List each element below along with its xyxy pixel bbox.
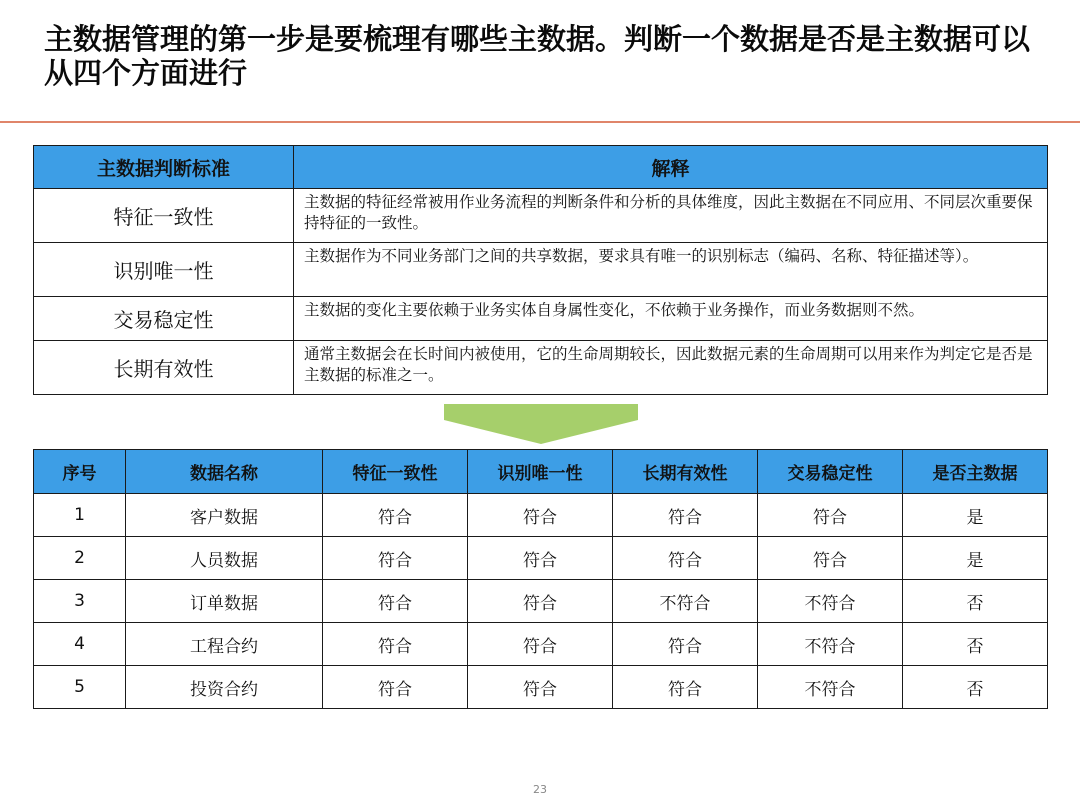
header-cell: 长期有效性 bbox=[613, 450, 758, 494]
table-cell: 是 bbox=[903, 494, 1048, 537]
table-row bbox=[34, 537, 1048, 580]
page-number: 23 bbox=[533, 783, 547, 796]
table-cell: 符合 bbox=[468, 666, 613, 709]
table-cell: 4 bbox=[34, 623, 126, 666]
table-cell: 符合 bbox=[613, 623, 758, 666]
table-cell: 2 bbox=[34, 537, 126, 580]
header-cell: 识别唯一性 bbox=[468, 450, 613, 494]
table-cell: 3 bbox=[34, 580, 126, 623]
title-divider bbox=[0, 121, 1080, 123]
table-cell: 1 bbox=[34, 494, 126, 537]
table-cell: 订单数据 bbox=[126, 580, 323, 623]
table-cell: 符合 bbox=[468, 494, 613, 537]
table-cell: 不符合 bbox=[758, 623, 903, 666]
criteria-table bbox=[33, 145, 1048, 395]
down-arrow-icon bbox=[444, 404, 638, 444]
table-cell: 符合 bbox=[323, 666, 468, 709]
table-row bbox=[34, 580, 1048, 623]
table-cell: 不符合 bbox=[613, 580, 758, 623]
header-cell: 特征一致性 bbox=[323, 450, 468, 494]
table-row bbox=[34, 341, 1048, 395]
result-table bbox=[33, 449, 1048, 709]
criteria-header-row bbox=[34, 146, 1048, 189]
explanation-cell: 主数据的变化主要依赖于业务实体自身属性变化，不依赖于业务操作，而业务数据则不然。 bbox=[294, 297, 1048, 341]
table-cell: 否 bbox=[903, 666, 1048, 709]
page-title: 主数据管理的第一步是要梳理有哪些主数据。判断一个数据是否是主数据可以从四个方面进行 bbox=[44, 22, 1031, 90]
criterion-cell: 交易稳定性 bbox=[34, 297, 294, 341]
table-row bbox=[34, 297, 1048, 341]
explanation-cell: 通常主数据会在长时间内被使用，它的生命周期较长，因此数据元素的生命周期可以用来作为判定它是否是主数据的标准之一。 bbox=[294, 341, 1048, 395]
table-cell: 符合 bbox=[323, 494, 468, 537]
table-row bbox=[34, 623, 1048, 666]
table-cell: 符合 bbox=[613, 666, 758, 709]
table-cell: 否 bbox=[903, 580, 1048, 623]
table-cell: 不符合 bbox=[758, 666, 903, 709]
table-cell: 符合 bbox=[758, 494, 903, 537]
table-cell: 符合 bbox=[323, 537, 468, 580]
explanation-cell: 主数据作为不同业务部门之间的共享数据，要求具有唯一的识别标志（编码、名称、特征描述等）。 bbox=[294, 243, 1048, 297]
table-row bbox=[34, 243, 1048, 297]
table-cell: 人员数据 bbox=[126, 537, 323, 580]
header-cell: 是否主数据 bbox=[903, 450, 1048, 494]
table-cell: 符合 bbox=[323, 580, 468, 623]
table-cell: 投资合约 bbox=[126, 666, 323, 709]
table-row bbox=[34, 666, 1048, 709]
table-cell: 符合 bbox=[613, 537, 758, 580]
criterion-cell: 长期有效性 bbox=[34, 341, 294, 395]
header-cell: 交易稳定性 bbox=[758, 450, 903, 494]
table-cell: 符合 bbox=[468, 580, 613, 623]
table-cell: 符合 bbox=[468, 537, 613, 580]
criteria-header-criterion: 主数据判断标准 bbox=[34, 146, 294, 189]
header-cell: 数据名称 bbox=[126, 450, 323, 494]
table-row bbox=[34, 494, 1048, 537]
criteria-header-explanation: 解释 bbox=[294, 146, 1048, 189]
criterion-cell: 特征一致性 bbox=[34, 189, 294, 243]
table-cell: 是 bbox=[903, 537, 1048, 580]
table-cell: 否 bbox=[903, 623, 1048, 666]
result-header-row bbox=[34, 450, 1048, 494]
table-cell: 符合 bbox=[613, 494, 758, 537]
table-cell: 符合 bbox=[468, 623, 613, 666]
down-arrow-shape bbox=[444, 404, 638, 444]
table-cell: 5 bbox=[34, 666, 126, 709]
table-cell: 工程合约 bbox=[126, 623, 323, 666]
table-cell: 符合 bbox=[758, 537, 903, 580]
explanation-cell: 主数据的特征经常被用作业务流程的判断条件和分析的具体维度，因此主数据在不同应用、不同层次重要保持特征的一致性。 bbox=[294, 189, 1048, 243]
header-cell: 序号 bbox=[34, 450, 126, 494]
table-cell: 符合 bbox=[323, 623, 468, 666]
table-cell: 不符合 bbox=[758, 580, 903, 623]
criterion-cell: 识别唯一性 bbox=[34, 243, 294, 297]
table-row bbox=[34, 189, 1048, 243]
table-cell: 客户数据 bbox=[126, 494, 323, 537]
